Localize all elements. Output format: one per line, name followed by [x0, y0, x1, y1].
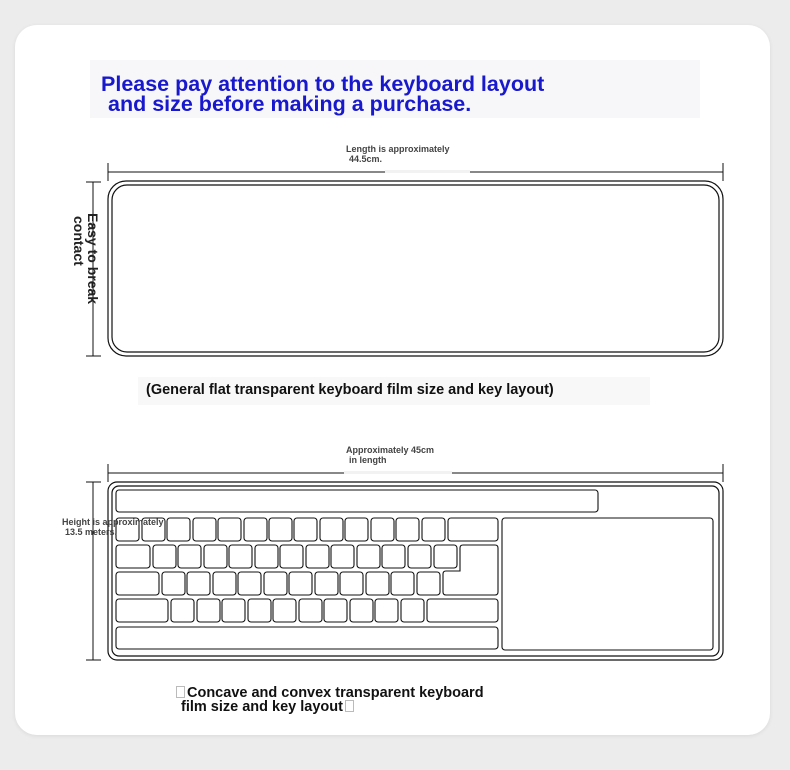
key: [391, 572, 414, 595]
key: [193, 518, 216, 541]
shift-key-left: [116, 599, 168, 622]
flat-length-line-1: Length is approximately: [346, 144, 450, 154]
keyed-film-caption: [174, 686, 484, 714]
key: [382, 545, 405, 568]
key: [244, 518, 267, 541]
top-bar-key: [116, 490, 598, 512]
key: [222, 599, 245, 622]
heading-line-1: Please pay attention to the keyboard layout: [101, 72, 545, 96]
key: [248, 599, 271, 622]
key: [320, 518, 343, 541]
key: [366, 572, 389, 595]
key: [269, 518, 292, 541]
keyed-length-label: [346, 446, 434, 465]
flat-film-outer-outline: [108, 181, 723, 356]
key: [213, 572, 236, 595]
flat-side-line-1: Easy to break: [85, 213, 101, 305]
flat-side-line-2: contact: [71, 216, 87, 266]
key: [238, 572, 261, 595]
shift-key-right: [427, 599, 498, 622]
missing-glyph-icon: [345, 700, 354, 712]
key: [396, 518, 419, 541]
key: [153, 545, 176, 568]
key: [218, 518, 241, 541]
key: [178, 545, 201, 568]
keyed-dimension-mask: [344, 471, 452, 474]
space-bar-key: [116, 627, 498, 649]
keyed-length-line-1: Approximately 45cm: [346, 445, 435, 455]
key: [294, 518, 317, 541]
key: [375, 599, 398, 622]
key: [264, 572, 287, 595]
flat-length-line-2: 44.5cm.: [349, 153, 383, 164]
key: [315, 572, 338, 595]
keyed-height-line-1: Height is approximately: [62, 517, 164, 527]
key: [357, 545, 380, 568]
key: [371, 518, 394, 541]
key: [422, 518, 445, 541]
key: [197, 599, 220, 622]
key: [401, 599, 424, 622]
key: [331, 545, 354, 568]
keyed-caption-line-1: Concave and convex transparent keyboard: [187, 685, 484, 701]
key: [167, 518, 190, 541]
key: [340, 572, 363, 595]
key: [434, 545, 457, 568]
keyed-length-line-2: in length: [349, 454, 387, 465]
touchpad-area: [502, 518, 713, 650]
key: [306, 545, 329, 568]
key: [255, 545, 278, 568]
keyed-height-line-2: 13.5 meters.: [65, 526, 118, 537]
key: [299, 599, 322, 622]
flat-film-caption: (General flat transparent keyboard film size and key layout): [146, 382, 554, 398]
key: [289, 572, 312, 595]
key: [417, 572, 440, 595]
keyed-height-label: [62, 518, 164, 537]
key: [162, 572, 185, 595]
key: [350, 599, 373, 622]
keyed-caption-line-2: film size and key layout: [181, 699, 343, 715]
missing-glyph-icon: [176, 686, 185, 698]
heading-line-2: and size before making a purchase.: [108, 92, 472, 116]
key: [408, 545, 431, 568]
key: [280, 545, 303, 568]
key: [345, 518, 368, 541]
tab-key: [116, 545, 150, 568]
key: [324, 599, 347, 622]
flat-dimension-mask: [385, 170, 470, 173]
key: [187, 572, 210, 595]
backspace-key: [448, 518, 498, 541]
flat-length-label: [346, 145, 450, 164]
key: [229, 545, 252, 568]
flat-side-label: [70, 213, 100, 323]
key: [171, 599, 194, 622]
key: [204, 545, 227, 568]
key: [273, 599, 296, 622]
caps-key: [116, 572, 159, 595]
